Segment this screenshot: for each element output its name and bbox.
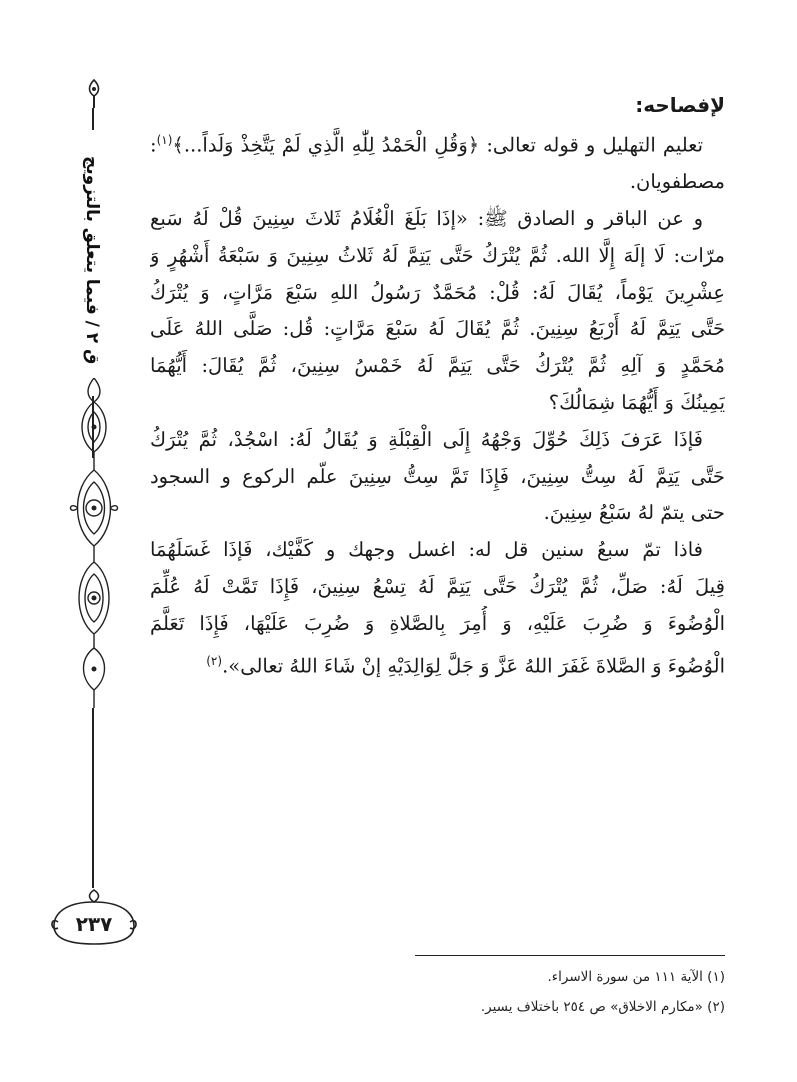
footnotes: [330, 962, 725, 1022]
text-line: الْوُضُوءَ وَ الصَّلاةَ غَفَرَ اللهُ عَزَّ وَ جَلَّ لِوَالِدَيْهِ إنْ شَاءَ اللهُ تعالى».$^{(٢)}$: [206, 653, 725, 678]
running-head: ق ٢ / فيما يتعلق بالتزويج: [82, 155, 102, 365]
margin-decoration: [58, 78, 130, 938]
footnote-marker: (١): [156, 133, 173, 147]
text-line: حَتَّى يَتِمَّ لَهُ أَرْبَعُ سِنِينَ. ثُمَّ يُقَالَ لَهُ سَبْعَ مَرَّاتٍ: قُل: صَلَّى اللهُ عَلَى: [150, 317, 725, 341]
arabesque-ornament: [58, 378, 130, 708]
section-title: لإفصاحه:: [635, 93, 725, 117]
text-line: يَمِينُكَ وَ أَيُّهُمَا شِمَالُكَ؟: [548, 391, 725, 415]
main-text: [150, 88, 725, 685]
text-line: حتى يتمّ لهُ سَبْعُ سِنِينَ.: [543, 501, 725, 525]
text-line: فاذا تمّ سبعُ سنين قل له: اغسل وجهك و كَفَّيْك، فَإذَا غَسَلَهُمَا: [150, 538, 703, 562]
text-line: تعليم التهليل و قوله تعالى: ﴿وَقُلِ الْحَمْدُ لِلّٰهِ الَّذِي لَمْ يَتَّخِذْ وَلَداً...﴾$^{(١)}$:: [150, 133, 703, 157]
footnote-1: (١) الآية ١١١ من سورة الاسراء.: [547, 969, 725, 985]
top-finial-ornament: [58, 78, 130, 108]
footnote-divider: [415, 955, 725, 956]
page-number: ٢٣٧: [75, 912, 113, 936]
text-line: مرّات: لَا إلَهَ إِلَّا الله. ثُمَّ يُتْرَكُ حَتَّى يَتِمَّ لَهُ ثَلاثُ سِنِينَ وَ سَبْعَةُ أَشْهُرٍ وَ: [150, 243, 725, 267]
text-line: حَتَّى يَتِمَّ لَهُ سِتُّ سِنِينَ، فَإِذَا تَمَّ سِتُّ سِنِينَ علّم الركوع و السجود: [150, 464, 725, 488]
text-line: قِيلَ لَهُ: صَلِّ، ثُمَّ يُتْرَكُ حَتَّى يَتِمَّ لَهُ تِسْعُ سِنِينَ، فَإِذَا تَمَّتْ لَهُ عُلِّمَ: [150, 575, 725, 599]
text-line: فَإذَا عَرَفَ ذَلِكَ حُوِّلَ وَجْهُهُ إِلَى الْقِبْلَةِ وَ يُقَالُ لَهُ: اسْجُدْ، ثُمَّ يُتْرَكُ: [150, 427, 703, 451]
paragraph: [150, 201, 725, 422]
paragraph: [150, 122, 725, 201]
text-line: مصطفويان.: [629, 170, 725, 194]
text-line: عِشْرِينَ يَوْماً، يُقَالَ لَهُ: قُلْ: مُحَمَّدٌ رَسُولُ اللهِ سَبْعَ مَرَّاتٍ، وَ يُتْرَكُ: [150, 280, 725, 304]
text-line: الْوُضُوءَ وَ ضُرِبَ عَلَيْهِ، وَ أُمِرَ بِالصَّلاةِ وَ ضُرِبَ عَلَيْهَا، فَإِذَا تَعَلَّمَ: [150, 611, 725, 635]
paragraph: [150, 422, 725, 532]
footnote-marker: (٢): [206, 653, 223, 668]
footnote-2: (٢) «مكارم الاخلاق» ص ٢٥٤ باختلاف يسير.: [480, 999, 725, 1015]
paragraph: [150, 532, 725, 685]
text-line: و عن الباقر و الصادق ﷺ: «إذَا بَلَغَ الْغُلَامُ ثَلاثَ سِنِينَ قُلْ لَهُ سَبع: [150, 207, 703, 231]
text-line: مُحَمَّدٍ وَ آلِهِ ثُمَّ يُتْرَكُ حَتَّى يَتِمَّ لَهُ خَمْسُ سِنِينَ، ثُمَّ يُقَالَ: أَيُّهُمَا: [150, 354, 725, 378]
